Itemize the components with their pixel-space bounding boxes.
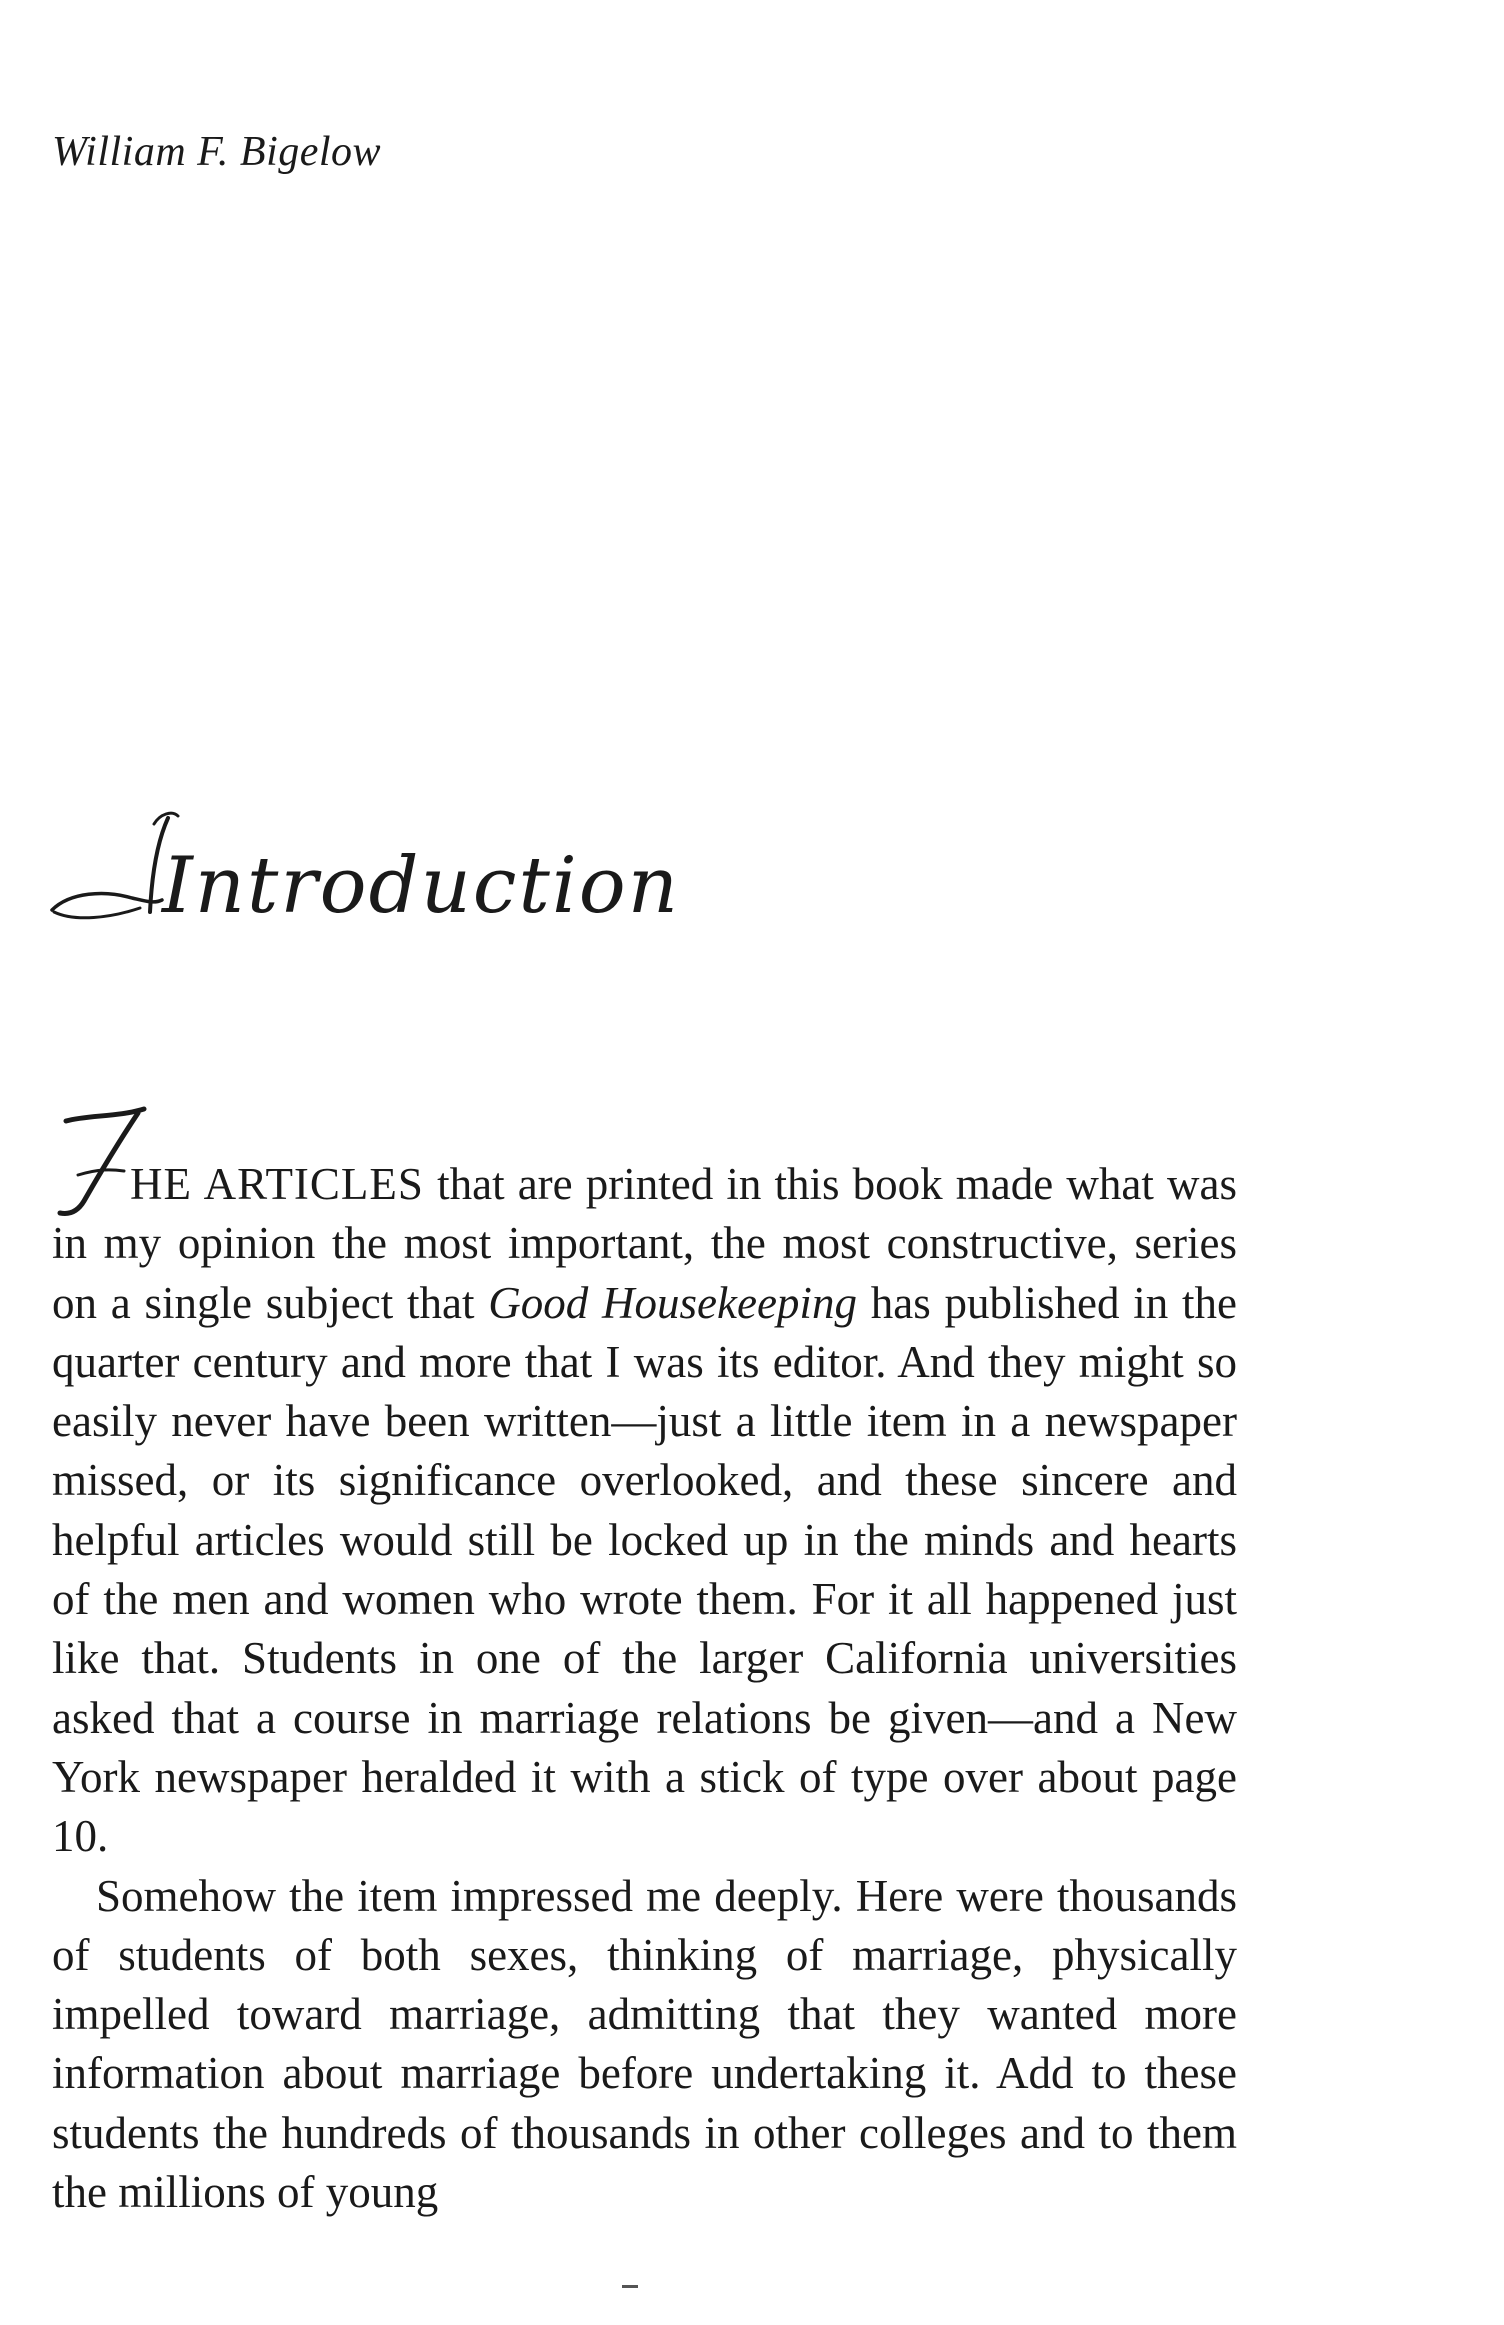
running-head-author: William F. Bigelow	[52, 129, 382, 175]
paragraph-1	[52, 1155, 1237, 1867]
drop-cap-t	[48, 1103, 158, 1223]
chapter-title	[50, 800, 750, 960]
paragraph-1-text-a: that are printed in this book made what was in my opinion the most important, the most constructive, series on a single subject that	[52, 1159, 1237, 1328]
paragraph-1-text-b: has published in the quarter century and more that I was its editor. And they might so easily never have been written—just a little item in a newspaper missed, or its significance overlooked, and these sincere and helpful articles would still be locked up in the minds and hearts of the men and women who wrote them. For it all happened just like that. Students in one of the larger California universities asked that a course in marriage relations be given—and a New York newspaper heralded it with a stick of type over about page 10.	[52, 1277, 1237, 1862]
chapter-title-text: Introduction	[162, 841, 680, 931]
magazine-title: Good Housekeeping	[488, 1277, 857, 1328]
chapter-title-script	[50, 800, 750, 960]
folio-mark	[622, 2285, 638, 2288]
lead-in: HE ARTICLES	[130, 1159, 424, 1209]
paragraph-2: Somehow the item impressed me deeply. Here were thousands of students of both sexes, thinking of marriage, physically impelled toward marriage, admitting that they wanted more information about marriage before undertaking it. Add to these students the hundreds of thousands in other colleges and to them the millions of young	[52, 1870, 1237, 2218]
body-text	[52, 1155, 1237, 2222]
